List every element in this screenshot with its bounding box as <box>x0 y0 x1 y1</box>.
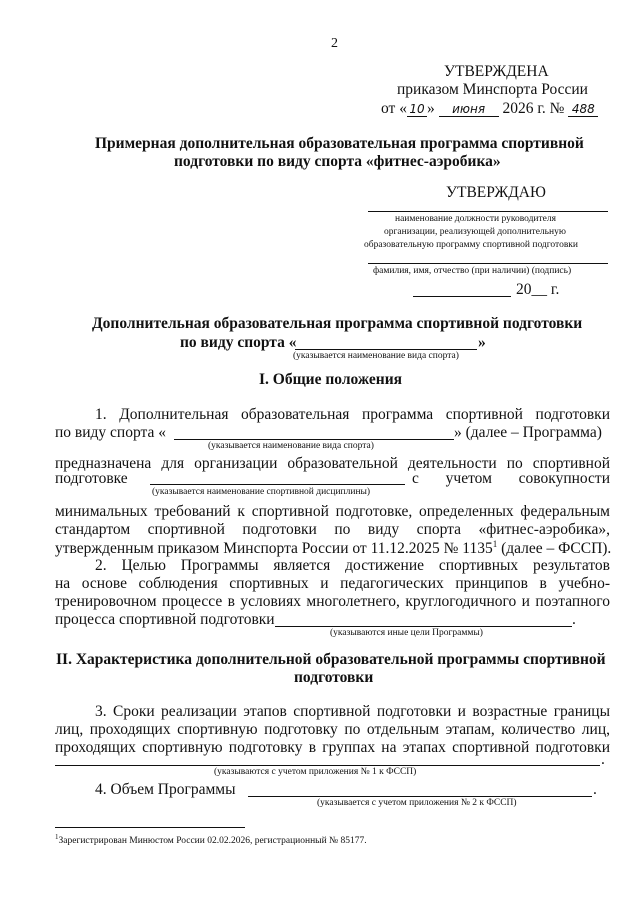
section2-heading-line1: II. Характеристика дополнительной образовательной программы спортивной <box>56 651 606 668</box>
doc-title-line2: подготовки по виду спорта «фитнес-аэробика» <box>174 153 501 170</box>
page-number: 2 <box>331 36 338 51</box>
p1-line3: предназначена для организации образовательной деятельности по спортивной <box>55 455 610 472</box>
p1-line1: 1. Дополнительная образовательная программа спортивной подготовки <box>95 406 610 423</box>
p2-goals-line <box>275 626 572 627</box>
footnote-mark: 1 <box>55 833 59 841</box>
p1-sport-line <box>174 439 454 440</box>
approver-caption-1: наименование должности руководителя <box>395 214 556 224</box>
p1-line7 <box>55 539 611 558</box>
program-sport-caption: (указывается наименование вида спорта) <box>293 351 459 361</box>
p4-end: . <box>593 781 597 798</box>
approver-caption-3: образовательную программу спортивной подготовки <box>364 240 579 250</box>
p1-line5: минимальных требований к спортивной подготовке, определенных федеральным <box>55 503 610 520</box>
approve-title: УТВЕРЖДАЮ <box>446 184 546 201</box>
date-day: 10 <box>407 102 427 117</box>
p1-line2-a: по виду спорта « <box>55 424 166 441</box>
p3-line3: проходящих спортивную подготовку в группах на этапах спортивной подготовки <box>55 739 610 756</box>
program-title-prefix: по виду спорта « <box>180 334 297 351</box>
program-title-line1: Дополнительная образовательная программа спортивной подготовки <box>92 315 583 332</box>
program-title-suffix: » <box>478 334 486 351</box>
section2-heading-line2: подготовки <box>294 669 374 686</box>
p1-line7-text: утвержденным приказом Минспорта России от 11.12.2025 № 1135 <box>55 540 493 558</box>
doc-title-line1: Примерная дополнительная образовательная программа спортивной <box>95 135 584 152</box>
footnote-separator <box>55 827 245 828</box>
section1-heading: I. Общие положения <box>259 371 403 388</box>
approver-name-line <box>368 263 608 264</box>
p2-line4: процесса спортивной подготовки <box>55 611 275 628</box>
date-month: июня <box>439 102 499 117</box>
approval-date-line <box>381 100 598 118</box>
date-prefix: от « <box>381 100 407 117</box>
order-number: 488 <box>568 102 598 117</box>
p3-line1: 3. Сроки реализации этапов спортивной подготовки и возрастные границы <box>95 703 610 720</box>
date-year: 2026 г. № <box>502 100 565 117</box>
footnote-text: Зарегистрирован Минюстом России 02.02.2026, регистрационный № 85177. <box>58 836 367 847</box>
p2-line1: 2. Целью Программы является достижение спортивных результатов <box>95 557 610 574</box>
program-sport-line <box>295 349 477 350</box>
p1-line7-end: (далее – ФССП). <box>497 540 612 558</box>
p1-discipline-line <box>150 484 405 485</box>
approver-name-caption: фамилия, имя, отчество (при наличии) (подпись) <box>373 266 572 276</box>
p1-line4-b: с учетом совокупности <box>412 470 610 487</box>
p3-end: . <box>601 751 605 768</box>
approver-caption-2: организации, реализующей дополнительную <box>384 227 566 237</box>
p2-line2: на основе соблюдения спортивных и педагогических принципов в учебно- <box>55 575 610 592</box>
p1-discipline-caption: (указывается наименование спортивной дисциплины) <box>152 487 371 497</box>
footnote <box>55 833 367 846</box>
approve-year: 20__ г. <box>516 281 560 298</box>
p2-goals-caption: (указываются иные цели Программы) <box>330 628 483 638</box>
footnote-ref[interactable]: 1 <box>492 539 498 549</box>
p3-fill-line <box>55 765 600 766</box>
p4-label: 4. Объем Программы <box>95 781 236 798</box>
p2-line3: тренировочном процессе в условиях многолетнего, круглогодичного и поэтапного <box>55 593 610 610</box>
p4-caption: (указывается с учетом приложения № 2 к ФССП) <box>317 798 517 808</box>
p2-end: . <box>572 611 576 628</box>
p1-line2-b: » (далее – Программа) <box>454 424 602 441</box>
date-mid: » <box>426 100 435 117</box>
approver-position-line <box>368 211 608 212</box>
approve-date-line <box>413 296 511 297</box>
p4-fill-line <box>248 796 592 797</box>
p1-sport-caption: (указывается наименование вида спорта) <box>208 441 374 451</box>
p1-line6: стандартом спортивной подготовки по виду спорта «фитнес-аэробика», <box>55 521 610 538</box>
p3-caption: (указываются с учетом приложения № 1 к ФССП) <box>214 767 417 777</box>
p3-line2: лиц, проходящих спортивную подготовку по отдельным этапам, количество лиц, <box>55 721 610 738</box>
approval-line1: приказом Минспорта России <box>397 81 588 98</box>
approval-title: УТВЕРЖДЕНА <box>444 63 549 80</box>
p1-line4-a: подготовке <box>55 470 128 487</box>
